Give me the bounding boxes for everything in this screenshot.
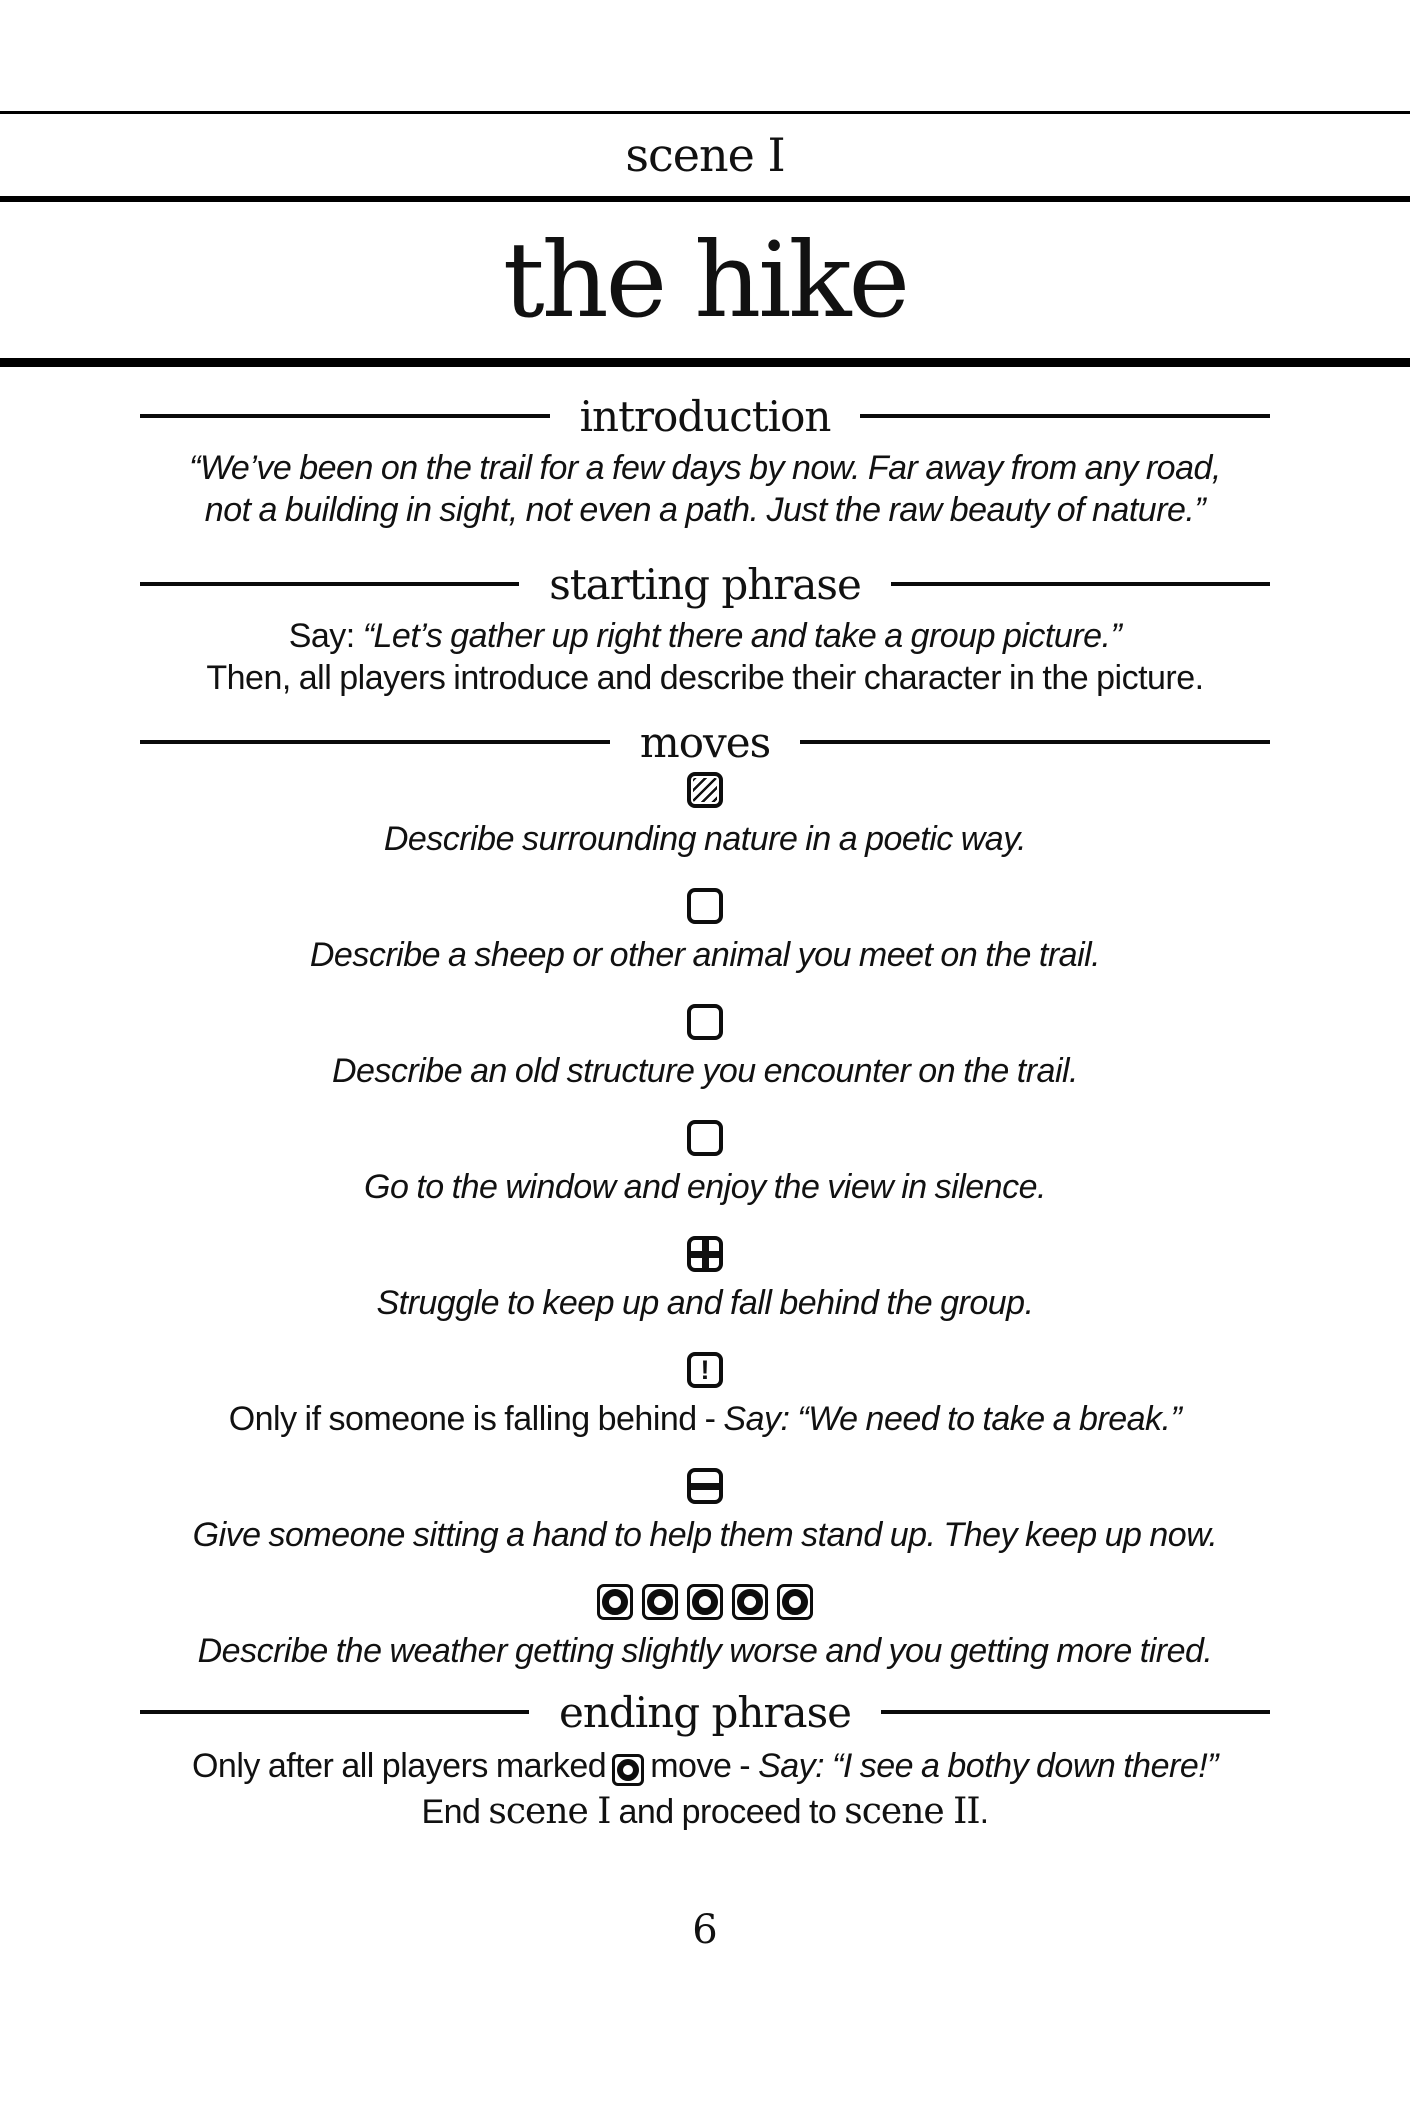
move-text (384, 817, 1026, 861)
header-rule-right (860, 414, 1270, 418)
thick-rule (0, 358, 1410, 367)
text-segment-italic: Describe surrounding nature in a poetic way. (383, 820, 1027, 858)
introduction-quote-line1: “We’ve been on the trail for a few days by now. Far away from any road, (189, 449, 1221, 487)
move-text (364, 1165, 1046, 1209)
introduction-header (140, 387, 1270, 445)
page-title: the hike (502, 219, 908, 341)
circle-square-icon (642, 1584, 678, 1620)
text-segment-italic: Describe the weather getting slightly worse and you getting more tired. (197, 1632, 1213, 1670)
starting-phrase-say-line (0, 615, 1410, 657)
header-rule-left (140, 582, 519, 586)
header-rule-left (140, 414, 550, 418)
ending-phrase-line1 (0, 1743, 1410, 1789)
rulebook-page (0, 111, 1410, 2111)
ring (602, 1589, 628, 1615)
move-icon-row (597, 1583, 813, 1621)
text-segment-italic: Describe an old structure you encounter on the trail. (331, 1052, 1079, 1090)
plus-square-icon (687, 1236, 723, 1272)
move-text (193, 1513, 1218, 1557)
minus-square-icon (687, 1468, 723, 1504)
move-item (0, 1583, 1410, 1673)
empty-square-icon (687, 1004, 723, 1040)
move-icon-row (687, 1235, 723, 1273)
move-item (0, 1119, 1410, 1209)
text-segment-roman: Only if someone is falling behind - (228, 1400, 724, 1438)
circle-square-icon (597, 1584, 633, 1620)
text-segment-italic: Go to the window and enjoy the view in silence. (364, 1168, 1046, 1206)
ending-phrase-line2 (0, 1789, 1410, 1835)
move-item (0, 1467, 1410, 1557)
say-label: Say: (288, 617, 363, 655)
header-rule-right (800, 740, 1270, 744)
empty-square-icon (687, 1120, 723, 1156)
text-segment-roman: End (421, 1793, 489, 1831)
move-text (376, 1281, 1033, 1325)
starting-phrase-header (140, 555, 1270, 613)
exclamation-square-icon: ! (687, 1352, 723, 1388)
introduction-heading: introduction (579, 391, 831, 441)
say-quote: “Let’s gather up right there and take a group picture.” (362, 617, 1122, 655)
page-number: 6 (692, 1907, 718, 1953)
move-item (0, 1351, 1410, 1441)
moves-header (140, 713, 1270, 771)
circle-square-icon (732, 1584, 768, 1620)
ring (647, 1589, 673, 1615)
move-text (310, 933, 1100, 977)
text-segment-italic: Give someone sitting a hand to help them stand up. They keep up now. (192, 1516, 1218, 1554)
empty-square-icon (687, 888, 723, 924)
ending-phrase-heading: ending phrase (559, 1687, 851, 1737)
text-segment-roman: move - (650, 1747, 759, 1785)
move-text (229, 1397, 1182, 1441)
move-icon-row (687, 1467, 723, 1505)
move-icon-row (687, 1119, 723, 1157)
text-segment-italic: Say: “I see a bothy down there!” (758, 1747, 1219, 1785)
header-rule-left (140, 1710, 529, 1714)
ring (692, 1589, 718, 1615)
introduction-quote-line2: not a building in sight, not even a path. Just the raw beauty of nature.” (204, 491, 1206, 529)
ring (617, 1759, 639, 1781)
header-rule-left (140, 740, 610, 744)
text-segment-roman: Only after all players marked (191, 1747, 607, 1785)
move-icon-row (687, 1003, 723, 1041)
move-text (198, 1629, 1213, 1673)
text-segment-italic: Describe a sheep or other animal you meet on the trail. (309, 936, 1101, 974)
move-icon-row (687, 887, 723, 925)
text-segment-fancy: scene I (488, 1791, 611, 1832)
move-icon-row (687, 771, 723, 809)
circle-square-icon (777, 1584, 813, 1620)
ending-phrase-header (140, 1683, 1270, 1741)
move-item (0, 1003, 1410, 1093)
header-rule-right (891, 582, 1270, 586)
move-text (332, 1049, 1078, 1093)
scene-label: scene I (625, 128, 785, 182)
move-item (0, 771, 1410, 861)
move-item (0, 887, 1410, 977)
move-icon-row (687, 1351, 723, 1389)
circle-square-icon (612, 1754, 644, 1786)
hatched-square-icon (687, 772, 723, 808)
starting-phrase-heading: starting phrase (549, 559, 861, 609)
move-item (0, 1235, 1410, 1325)
circle-square-icon (687, 1584, 723, 1620)
header-rule-right (881, 1710, 1270, 1714)
introduction-quote (0, 447, 1410, 531)
text-segment-roman: . (979, 1793, 989, 1831)
starting-phrase-followup: Then, all players introduce and describe their character in the picture. (206, 659, 1204, 697)
moves-heading: moves (639, 717, 771, 767)
text-segment-italic: Struggle to keep up and fall behind the group. (376, 1284, 1034, 1322)
ring (782, 1589, 808, 1615)
ring (737, 1589, 763, 1615)
moves-list (0, 771, 1410, 1673)
text-segment-roman: and proceed to (610, 1793, 845, 1831)
text-segment-italic: Say: “We need to take a break.” (723, 1400, 1182, 1438)
text-segment-fancy: scene II (844, 1791, 980, 1832)
